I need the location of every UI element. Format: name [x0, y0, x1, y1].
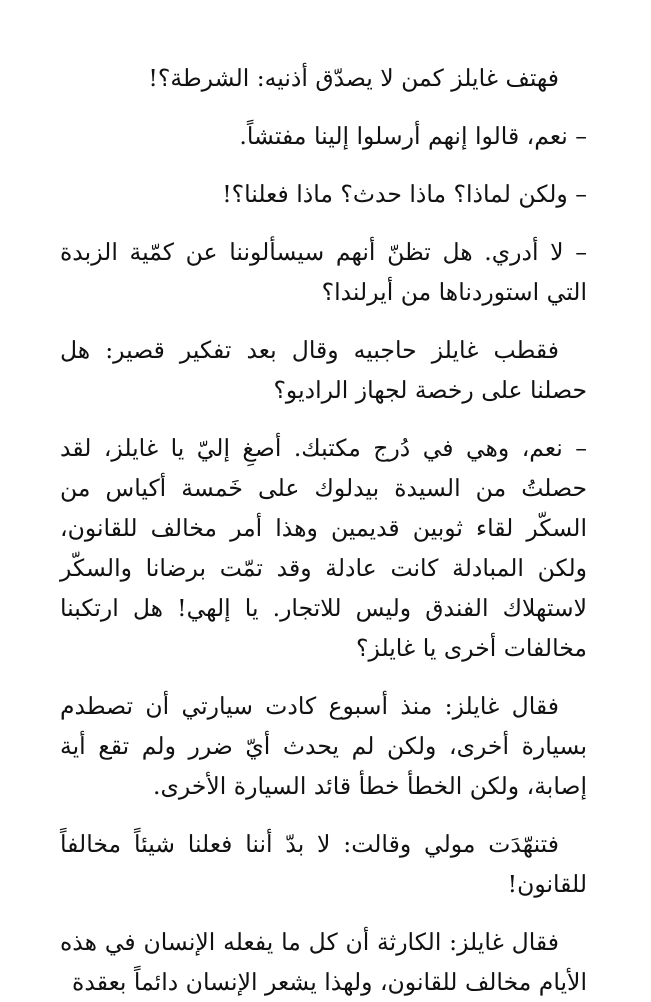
dialogue-line: – نعم، قالوا إنهم أرسلوا إلينا مفتشاً. — [239, 122, 587, 150]
dialogue-line: – لا أدري. هل تظنّ أنهم سيسألوننا عن كمّية الزبدة التي استوردناها من أيرلندا؟ — [60, 238, 587, 306]
narration-paragraph: فقال غايلز: منذ أسبوع كادت سيارتي أن تصطدم بسيارة أخرى، ولكن لم يحدث أيّ ضرر ولم تقع أية إصابة، ولكن الخطأ خطأ قائد السيارة الأخرى. — [60, 692, 587, 800]
narration-paragraph: فهتف غايلز كمن لا يصدّق أذنيه: الشرطة؟! — [148, 64, 559, 92]
dialogue-line: – ولكن لماذا؟ ماذا حدث؟ ماذا فعلنا؟! — [222, 180, 587, 208]
dialogue-line: – نعم، وهي في دُرج مكتبك. أصغِ إليّ يا غايلز، لقد حصلتُ من السيدة بيدلوك على خَمسة أكياس من السكّر لقاء ثوبين قديمين وهذا أمر مخالف للقانون، ولكن المبادلة كانت عادلة وقد تمّت برضانا والسكّر لاستهلاك الفندق وليس للاتجار. يا إلهي! هل ارتكبنا مخالفات أخرى يا غايلز؟ — [60, 434, 587, 662]
narration-paragraph: فقال غايلز: الكارثة أن كل ما يفعله الإنسان في هذه الأيام مخالف للقانون، ولهذا يشعر الإنسان دائماً بعقدة — [60, 928, 587, 996]
narration-paragraph: فقطب غايلز حاجبيه وقال بعد تفكير قصير: هل حصلنا على رخصة لجهاز الراديو؟ — [60, 336, 587, 404]
narration-paragraph: فتنهّدَت مولي وقالت: لا بدّ أننا فعلنا شيئاً مخالفاً للقانون! — [60, 830, 587, 898]
